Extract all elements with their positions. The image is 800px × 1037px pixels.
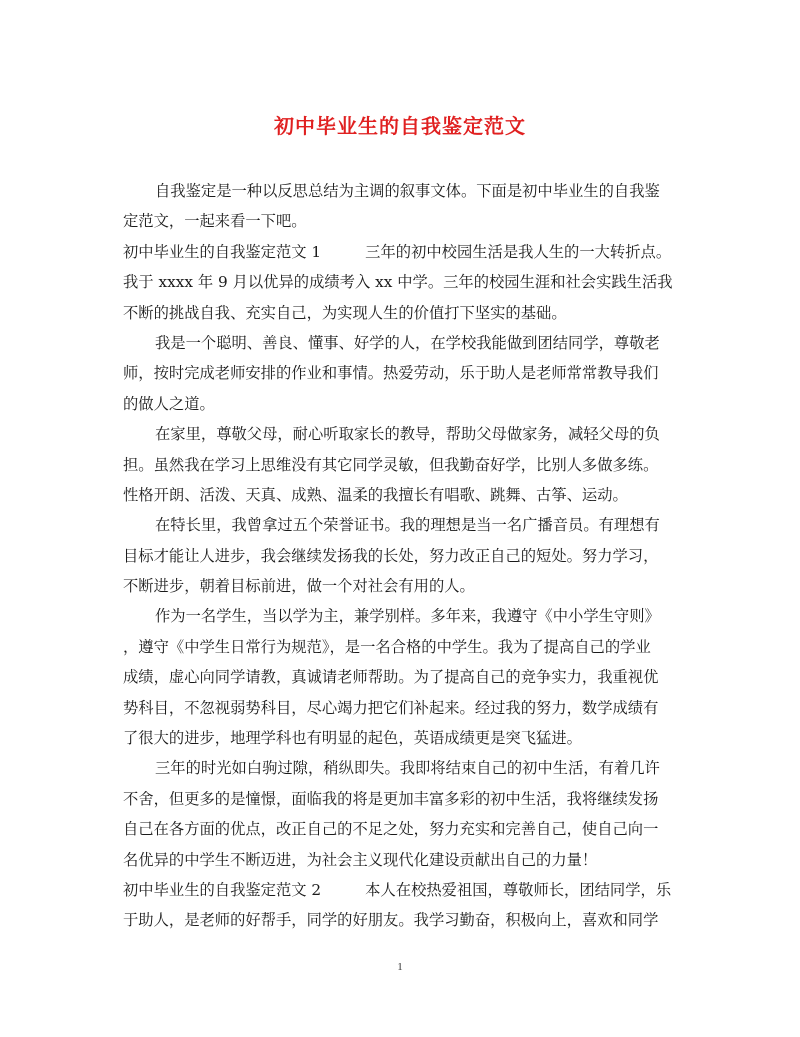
text-line: ，遵守《中学生日常行为规范》，是一名合格的中学生。我为了提高自己的学业 [123,637,651,656]
text-line [123,237,678,267]
text-line: 我于 xxxx 年 9 月以优异的成绩考入 xx 中学。三年的校园生涯和社会实践生活我 [123,273,673,292]
section-heading-2: 初中毕业生的自我鉴定范文 2 [123,880,322,899]
text-fragment: 本人在校热爱祖国，尊敬师长，团结同学，乐 [365,880,672,899]
document-body [123,176,678,936]
text-line: 不断的挑战自我、充实自己，为实现人生的价值打下坚实的基础。 [123,303,567,322]
text-line: 名优异的中学生不断迈进，为社会主义现代化建设贡献出自己的力量！ [123,850,598,869]
text-line: 我是一个聪明、善良、懂事、好学的人，在学校我能做到团结同学，尊敬老 [155,333,660,352]
text-line: 自我鉴定是一种以反思总结为主调的叙事文体。下面是初中毕业生的自我鉴 [155,182,660,200]
section-heading-1: 初中毕业生的自我鉴定范文 1 [123,242,322,261]
text-line: 在家里，尊敬父母，耐心听取家长的教导，帮助父母做家务，减轻父母的负 [155,425,660,444]
text-line [123,875,678,905]
text-line: 定范文，一起来看一下吧。 [123,212,307,231]
text-line: 师，按时完成老师安排的作业和事情。热爱劳动，乐于助人是老师常常教导我们 [123,364,659,383]
text-line: 不舍，但更多的是憧憬，面临我的将是更加丰富多彩的初中生活，我将继续发扬 [123,789,659,808]
text-line: 的做人之道。 [123,394,215,413]
text-line: 担。虽然我在学习上思维没有其它同学灵敏，但我勤奋好学，比别人多做多练。 [123,455,659,474]
text-line: 了很大的进步，地理学科也有明显的起色，英语成绩更是突飞猛进。 [123,729,582,748]
text-line: 三年的时光如白驹过隙，稍纵即失。我即将结束自己的初中生活，有着几许 [155,759,660,778]
document-title: 初中毕业生的自我鉴定范文 [274,114,526,138]
page-number: 1 [397,961,403,973]
text-line: 作为一名学生，当以学为主，兼学别样。多年来，我遵守《中小学生守则》 [155,607,660,626]
text-line: 于助人，是老师的好帮手，同学的好朋友。我学习勤奋，积极向上，喜欢和同学 [123,911,659,930]
text-line: 不断进步，朝着目标前进，做一个对社会有用的人。 [123,577,475,596]
text-line: 自己在各方面的优点，改正自己的不足之处，努力充实和完善自己，使自己向一 [123,820,659,839]
text-line: 目标才能让人进步，我会继续发扬我的长处，努力改正自己的短处。努力学习， [123,546,659,565]
text-line: 性格开朗、活泼、天真、成熟、温柔的我擅长有唱歌、跳舞、古筝、运动。 [123,485,628,504]
text-line: 成绩，虚心向同学请教，真诚请老师帮助。为了提高自己的竞争实力，我重视优 [123,668,659,687]
text-line: 在特长里，我曾拿过五个荣誉证书。我的理想是当一名广播音员。有理想有 [155,516,660,535]
text-line: 势科目，不忽视弱势科目，尽心竭力把它们补起来。经过我的努力，数学成绩有 [123,698,659,717]
text-fragment: 三年的初中校园生活是我人生的一大转折点。 [365,242,672,261]
